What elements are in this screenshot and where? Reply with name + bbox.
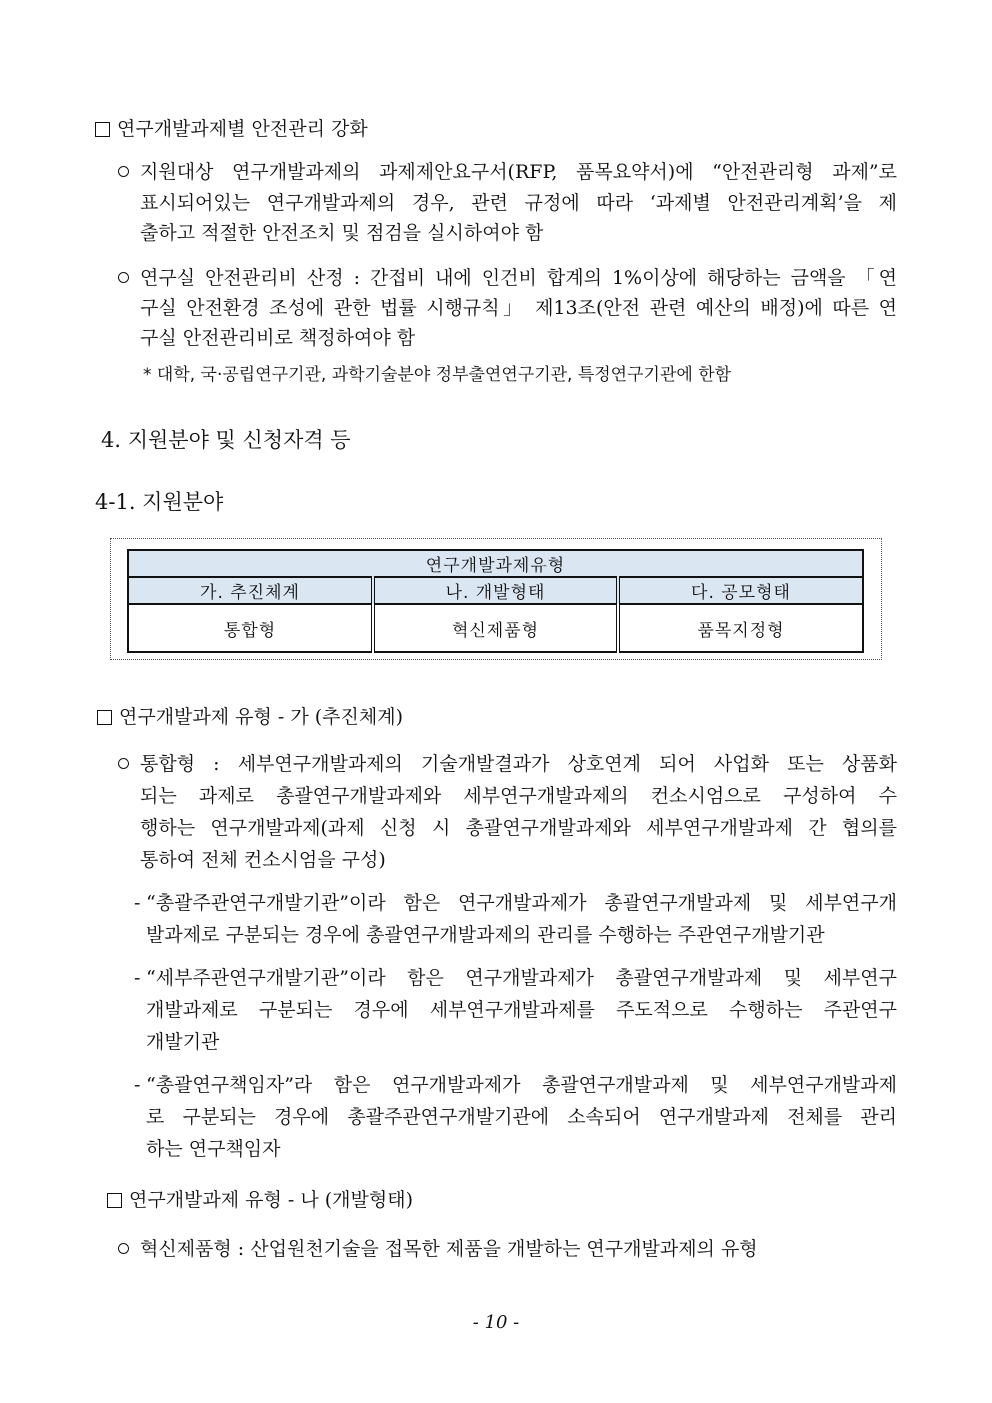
circle-bullet-icon bbox=[118, 1243, 129, 1254]
section-heading-type-a: 연구개발과제 유형 - 가 (추진체계) bbox=[97, 705, 403, 729]
section-heading-safety: 연구개발과제별 안전관리 강화 bbox=[95, 117, 368, 141]
checkbox-square-icon bbox=[107, 1193, 122, 1208]
paragraph-line: 통하여 전체 컨소시엄을 구성) bbox=[140, 849, 386, 871]
circle-bullet-icon bbox=[118, 758, 129, 769]
paragraph-line: 통합형 : 세부연구개발과제의 기술개발결과가 상호연계 되어 사업화 또는 상품화 bbox=[140, 753, 897, 775]
table-cell: 혁신제품형 bbox=[373, 604, 618, 652]
bullet-marker bbox=[118, 752, 129, 776]
checkbox-square-icon bbox=[95, 122, 110, 137]
paragraph-line: 출하고 적절한 안전조치 및 점검을 실시하여야 함 bbox=[140, 222, 544, 244]
column-header: 가. 추진체계 bbox=[128, 577, 373, 604]
paragraph-line: 표시되어있는 연구개발과제의 경우, 관련 규정에 따라 ‘과제별 안전관리계획’을 제 bbox=[140, 192, 897, 214]
table-header: 연구개발과제유형 bbox=[128, 550, 863, 577]
bullet-marker bbox=[118, 266, 129, 290]
section-title: 4. 지원분야 및 신청자격 등 bbox=[101, 428, 351, 452]
support-type-table bbox=[127, 549, 864, 653]
circle-bullet-icon bbox=[118, 272, 129, 283]
paragraph-line: “총괄주관연구개발기관”이라 함은 연구개발과제가 총괄연구개발과제 및 세부연구개 bbox=[146, 892, 897, 914]
paragraph-line: 개발과제로 구분되는 경우에 세부연구개발과제를 주도적으로 수행하는 주관연구 bbox=[146, 999, 897, 1021]
dash-marker: - bbox=[134, 967, 141, 989]
section-heading-type-b: 연구개발과제 유형 - 나 (개발형태) bbox=[107, 1188, 413, 1212]
bullet-marker bbox=[118, 1237, 129, 1261]
paragraph-line: 구실 안전환경 조성에 관한 법률 시행규칙」 제13조(안전 관련 예산의 배정)에 따른 연 bbox=[140, 297, 897, 319]
subsection-title: 4-1. 지원분야 bbox=[95, 490, 224, 514]
paragraph-line: 구실 안전관리비로 책정하여야 함 bbox=[140, 327, 416, 349]
paragraph-line: 로 구분되는 경우에 총괄주관연구개발기관에 소속되어 연구개발과제 전체를 관리 bbox=[146, 1106, 897, 1128]
column-header: 다. 공모형태 bbox=[618, 577, 863, 604]
column-header: 나. 개발형태 bbox=[373, 577, 618, 604]
page-number: - 10 - bbox=[472, 1312, 520, 1333]
paragraph-line: 행하는 연구개발과제(과제 신청 시 총괄연구개발과제와 세부연구개발과제 간 협의를 bbox=[140, 817, 897, 839]
paragraph-line: 되는 과제로 총괄연구개발과제와 세부연구개발과제의 컨소시엄으로 구성하여 수 bbox=[140, 785, 897, 807]
paragraph-line: 발과제로 구분되는 경우에 총괄연구개발과제의 관리를 수행하는 주관연구개발기관 bbox=[146, 924, 825, 946]
bullet-marker bbox=[118, 160, 129, 184]
dash-marker: - bbox=[134, 892, 141, 914]
footnote-note: * 대학, 국·공립연구기관, 과학기술분야 정부출연연구기관, 특정연구기관에 한함 bbox=[143, 365, 732, 385]
dash-marker: - bbox=[134, 1074, 141, 1096]
checkbox-square-icon bbox=[97, 710, 112, 725]
paragraph-line: 개발기관 bbox=[146, 1031, 220, 1053]
paragraph-line: “세부주관연구개발기관”이라 함은 연구개발과제가 총괄연구개발과제 및 세부연구 bbox=[146, 967, 897, 989]
circle-bullet-icon bbox=[118, 166, 129, 177]
table-cell: 품목지정형 bbox=[618, 604, 863, 652]
table-cell: 통합형 bbox=[128, 604, 373, 652]
paragraph-line: 하는 연구책임자 bbox=[146, 1138, 281, 1160]
paragraph-line: 연구실 안전관리비 산정 : 간접비 내에 인건비 합계의 1%이상에 해당하는 금액을 「연 bbox=[140, 267, 897, 289]
paragraph-line: 지원대상 연구개발과제의 과제제안요구서(RFP, 품목요약서)에 “안전관리형 과제”로 bbox=[140, 161, 897, 183]
paragraph-line: “총괄연구책임자”라 함은 연구개발과제가 총괄연구개발과제 및 세부연구개발과제 bbox=[146, 1074, 897, 1096]
paragraph-line: 혁신제품형 : 산업원천기술을 접목한 제품을 개발하는 연구개발과제의 유형 bbox=[140, 1238, 758, 1260]
